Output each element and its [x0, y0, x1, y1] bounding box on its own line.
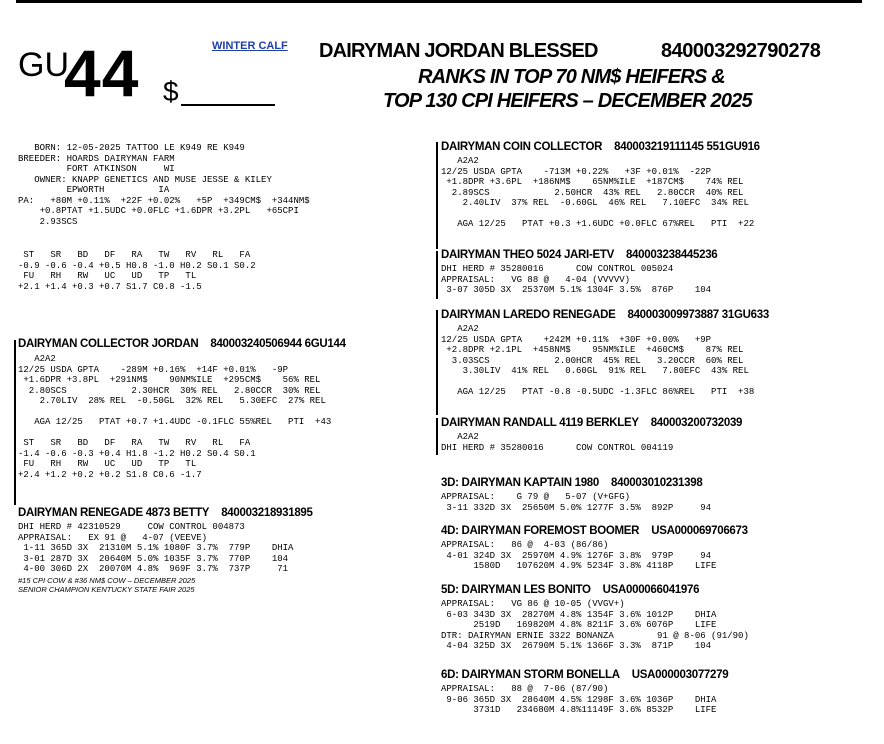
pedigree-body: A2A2 12/25 USDA GPTA +242M +0.11% +30F +0.00% +9P +2.8DPR +2.1PL +458NM$ 95NM%ILE +460CM$ 87% REL 3.03SCS 2.00HCR 45% REL 3.20CCR 60% REL 3.30LIV 41% REL 0.60GL 91% REL 7.80EFC 43% REL AGA 12/25 PTAT -0.8 -0.5UDC -1.3FLC 86%REL PTI +38 — [441, 324, 755, 397]
pedigree-reg: 840003238445236 — [625, 249, 718, 261]
animal-linear: ST SR BD DF RA TW RV RL FA -0.9 -0.6 -0.4 +0.5 H0.8 -1.0 H0.2 S0.1 S0.2 FU RH RW UC UD TP TL +2.1 +1.4 +0.3 +0.7 S1.7 C0.8 -1.5 — [18, 250, 256, 292]
dam-line-reg: USA000066041976 — [602, 584, 700, 596]
pedigree-body: A2A2 12/25 USDA GPTA -713M +0.22% +3F +0.01% -22P +1.8DPR +3.6PL +186NM$ 65NM%ILE +187CM$ 74% REL 2.89SCS 2.50HCR 43% REL 2.80CCR 40% REL 2.40LIV 37% REL -0.60GL 46% REL 7.10EFC 34% REL AGA 12/25 PTAT +0.3 +1.6UDC +0.0FLC 67%REL PTI +22 — [441, 156, 755, 229]
dam-line-reg: USA000003077279 — [631, 669, 729, 681]
dam-name: DAIRYMAN RENEGADE 4873 BETTY — [18, 507, 210, 519]
animal-name: DAIRYMAN JORDAN BLESSED — [319, 40, 598, 62]
dam-line-name: 6D: DAIRYMAN STORM BONELLA — [441, 669, 620, 681]
animal-reg: 840003292790278 — [661, 40, 821, 62]
lot-number: 44 — [64, 36, 140, 110]
pedigree-bracket-3 — [436, 310, 438, 415]
headline-ranking-1: RANKS IN TOP 70 NM$ HEIFERS & — [418, 66, 725, 88]
dam-line-title — [441, 477, 702, 489]
dam-line-title — [441, 584, 699, 596]
pedigree-bracket-2 — [436, 251, 438, 299]
dam-line-body: APPRAISAL: G 79 @ 5-07 (V+GFG) 3-11 332D 3X 25650M 5.0% 1277F 3.5% 892P 94 — [441, 492, 712, 513]
dam-body: DHI HERD # 42310529 COW CONTROL 004873 APPRAISAL: EX 91 @ 4-07 (VEEVE) 1-11 365D 3X 21310M 5.1% 1080F 3.7% 779P DHIA 3-01 287D 3X 20640M 5.0% 1035F 3.7% 770P 104 4-00 306D 2X 20070M 4.8% 969F 3.7% 737P 71 — [18, 522, 294, 574]
pedigree-name: DAIRYMAN RANDALL 4119 BERKLEY — [441, 417, 639, 429]
sire-title — [18, 338, 346, 350]
headline-ranking-2: TOP 130 CPI HEIFERS – DECEMBER 2025 — [383, 90, 752, 112]
dam-title — [18, 507, 313, 519]
pedigree-title — [441, 141, 760, 153]
dam-line-title — [441, 525, 748, 537]
dam-note-2: SENIOR CHAMPION KENTUCKY STATE FAIR 2025 — [18, 585, 195, 594]
dam-line-body: APPRAISAL: 88 @ 7-06 (87/90) 9-06 365D 3X 28640M 4.5% 1298F 3.6% 1036P DHIA 3731D 234680M 4.8%11149F 3.6% 8532P LIFE — [441, 684, 717, 715]
dam-line-reg: USA000069706673 — [651, 525, 748, 537]
pedigree-reg: 840003009973887 31GU633 — [627, 309, 769, 321]
pedigree-name: DAIRYMAN LAREDO RENEGADE — [441, 309, 616, 321]
sire-bracket — [14, 340, 16, 505]
animal-info: BORN: 12-05-2025 TATTOO LE K949 RE K949 BREEDER: HOARDS DAIRYMAN FARM FORT ATKINSON WI OWNER: KNAPP GENETICS AND MUSE JESSE & KILEY EPWORTH IA PA: +80M +0.11% +22F +0.02% +5P +349CM$ +344NM$ +0.8PTAT +1.5UDC +0.0FLC +1.6DPR +3.2PL +65CPI 2.93SCS — [18, 143, 310, 227]
pedigree-title — [441, 249, 717, 261]
dam-line-name: 3D: DAIRYMAN KAPTAIN 1980 — [441, 477, 599, 489]
dam-reg: 840003218931895 — [221, 507, 313, 519]
pedigree-title — [441, 309, 769, 321]
price-symbol: $ — [163, 76, 179, 107]
dam-line-name: 5D: DAIRYMAN LES BONITO — [441, 584, 591, 596]
price-field — [163, 78, 275, 106]
pedigree-body: DHI HERD # 35280016 COW CONTROL 005024 APPRAISAL: VG 88 @ 4-04 (VVVVV) 3-07 305D 3X 25370M 5.1% 1304F 3.5% 876P 104 — [441, 264, 712, 295]
top-rule — [16, 0, 862, 3]
pedigree-reg: 840003219111145 551GU916 — [614, 141, 760, 153]
pedigree-bracket-4 — [436, 418, 438, 455]
dam-note-1: #15 CPI COW & #36 NM$ COW – DECEMBER 2025 — [18, 576, 196, 585]
pedigree-name: DAIRYMAN THEO 5024 JARI-ETV — [441, 249, 614, 261]
dam-line-body: APPRAISAL: 86 @ 4-03 (86/86) 4-01 324D 3X 25970M 4.9% 1276F 3.8% 979P 94 1580D 107620M 4.9% 5234F 3.8% 4118P LIFE — [441, 540, 717, 571]
dam-line-body: APPRAISAL: VG 86 @ 10-05 (VVGV+) 6-03 343D 3X 28270M 4.8% 1354F 3.6% 1012P DHIA 2519D 169820M 4.8% 8211F 3.6% 6076P LIFE DTR: DAIRYMAN ERNIE 3322 BONANZA 91 @ 8-06 (91/90) 4-04 325D 3X 26790M 5.1% 1366F 3.3% 871P 104 — [441, 599, 749, 651]
pedigree-bracket-1 — [436, 142, 438, 249]
pedigree-reg: 840003200732039 — [650, 417, 743, 429]
lot-prefix: GU — [18, 46, 69, 84]
sire-reg: 840003240506944 6GU144 — [210, 338, 346, 350]
dam-line-reg: 840003010231398 — [611, 477, 703, 489]
dam-line-title — [441, 669, 728, 681]
dam-line-name: 4D: DAIRYMAN FOREMOST BOOMER — [441, 525, 640, 537]
price-blank-line — [181, 78, 275, 106]
pedigree-body: A2A2 DHI HERD # 35280016 COW CONTROL 004119 — [441, 432, 674, 453]
sire-name: DAIRYMAN COLLECTOR JORDAN — [18, 338, 199, 350]
pedigree-name: DAIRYMAN COIN COLLECTOR — [441, 141, 603, 153]
pedigree-title — [441, 417, 742, 429]
sire-body: A2A2 12/25 USDA GPTA -289M +0.16% +14F +0.01% -9P +1.6DPR +3.8PL +291NM$ 90NM%ILE +295CM$ 56% REL 2.80SCS 2.30HCR 30% REL 2.80CCR 30% REL 2.70LIV 28% REL -0.50GL 32% REL 5.30EFC 27% REL AGA 12/25 PTAT +0.7 +1.4UDC -0.1FLC 55%REL PTI +43 ST SR BD DF RA TW RV RL FA -1.4 -0.6 -0.3 +0.4 H1.8 -1.2 H0.2 S0.4 S0.1 FU RH RW UC UD TP TL +2.4 +1.2 +0.2 +0.2 S1.8 C0.6 -1.7 — [18, 354, 332, 480]
class-label[interactable]: WINTER CALF — [212, 40, 288, 52]
